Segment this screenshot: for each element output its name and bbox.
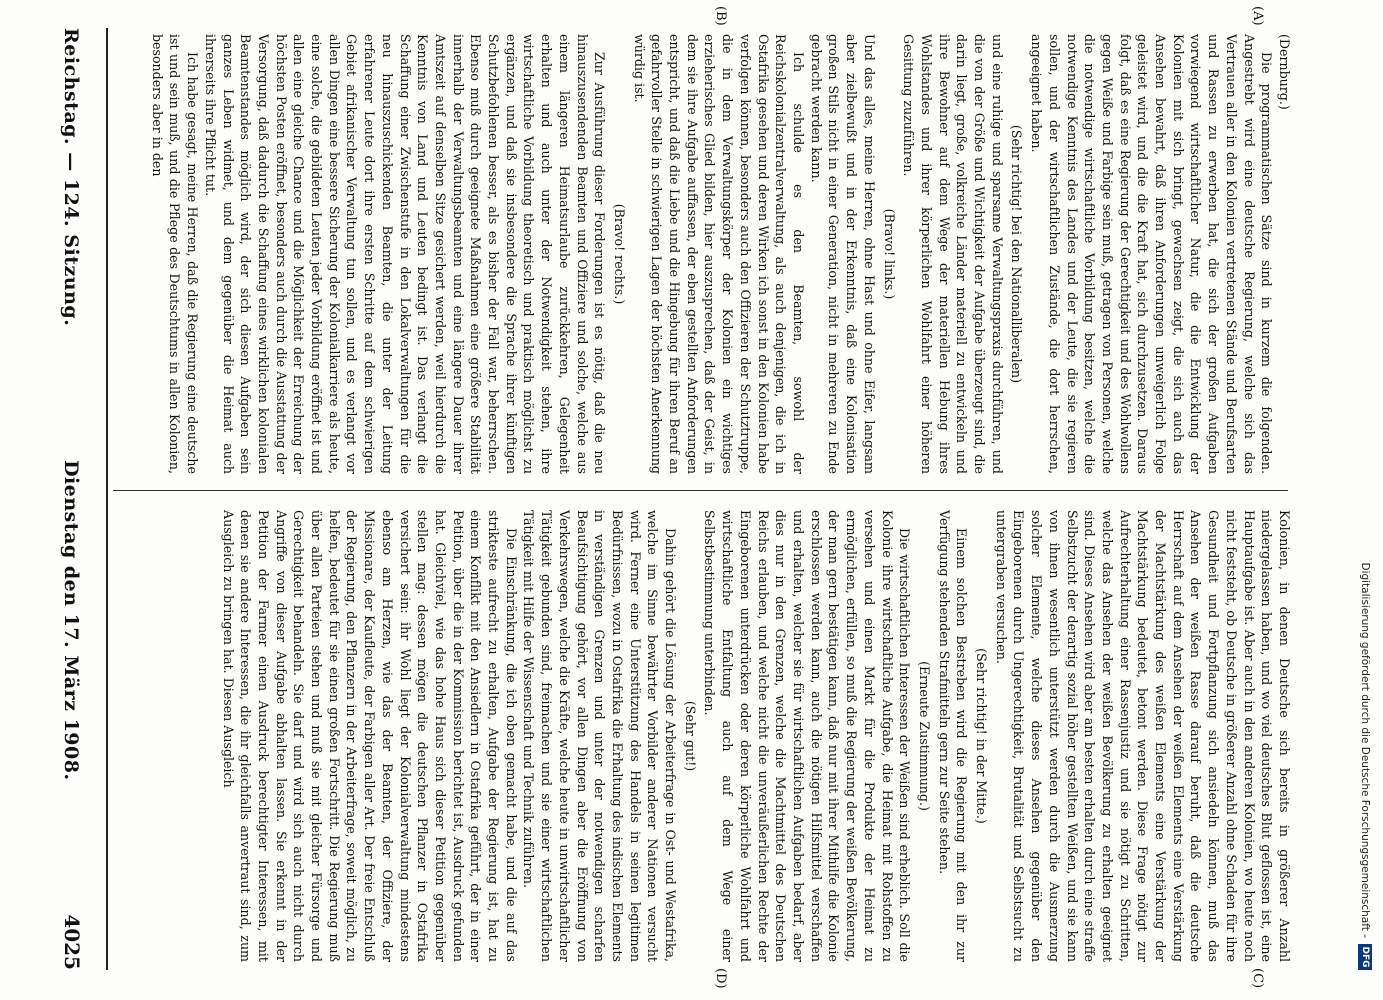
paragraph: Und das alles, meine Herren, ohne Hast und ohne Eifer, langsam aber zielbewußt und in der Erkenntnis, daß eine Kolonisation großen Stils nicht in einer Generation, nicht in mehreren zu Ende gebracht werden kann. <box>808 34 877 474</box>
column-divider <box>113 490 1288 491</box>
speaker-name: (Dernburg.) <box>1277 34 1292 110</box>
margin-marker-d: (D) <box>713 968 728 989</box>
paragraph: Zur Ausführung dieser Forderungen ist es nötig, daß die neu hinauszusendenden Beamten und Offiziere und solche, welche aus einem längeren Heimatsurlaube zurückkehren, Gelegenheit erhalten und auch unter der Notwendigkeit stehen, ihre wirtschaftliche Vorbildung theoretisch und praktisch möglichst zu ergänzen, und daß sie insbesondere die Sprache ihrer künftigen Schutzbefohlenen besser, als es bisher der Fall war, beherrschen. Ebenso muß durch geeignete Maßnahmen eine größere Stabilität innerhalb der Verwaltungsbeamten und eine längere Dauer ihrer Amtszeit auf denselben Sitze gesichert werden, weil hierdurch die Kenntnis von Land und Leuten bedingt ist. Das verlangt die Schaffung einer Zwischenstufe in den Lokalverwaltungen für die neu hinauszuschickenden Beamten, die unter der Leitung erfahrener Leute dort ihre ersten Schritte auf dem schwierigen Gebiet afrikanischer Verwaltung tun sollen, und es verlangt vor allen Dingen eine bessere Sicherung der Kolonialkarriere als heute, eine solche, die gebildeten Leuten jeder Vorbildung eröffnet ist und allen eine gleiche Chance und die Möglichkeit der Erreichung der höchsten Posten eröffnet, besonders auch durch die Ausstattung der Versorgung, daß dadurch die Schaffung eines wirklichen kolonialen Beamtenstandes möglich wird, der sich diesen Aufgaben sein ganzes Leben widmet, und dem gegenüber die Heimat auch ihrerseits ihre Pflicht tut. <box>202 34 608 474</box>
paragraph: Einem solchen Bestreben wird die Regierung mit den ihr zur Verfügung stehenden Strafmitteln gern zur Seite stehen. <box>936 510 970 962</box>
reaction: (Bravo! links.) <box>881 208 897 300</box>
paragraph: Kolonien, in denen Deutsche sich bereits in größerer Anzahl niedergelassen haben, und wo viel deutsches Blut geflossen ist, eine Hauptaufgabe ist. Aber auch in den anderen Kolonien, wo heute noch nicht feststeht, ob Deutsche in größerer Anzahl ohne Schaden für ihre Gesundheit und Fortpflanzung sich ansiedeln können, muß das Ansehen der weißen Rasse darauf beruht, daß die deutsche Herrschaft auf dem Ansehen der weißen Elements eine Verstärkung der Machtstärkung des weißen Elements eine Verstärkung der Machtstärkung bedeutet, betont werden. Diese Frage nötigt zur Aufrechterhaltung einer Rassenjustiz und sie nötigt zu Schritten, welche das Ansehen der weißen Bevölkerung zu erhalten geeignet sind. Dieses Ansehen wird aber am besten erhalten durch eine straffe Selbstzucht der derartig sozial höher gestellten Weißen, und sie kann von ihnen wesentlich unterstützt werden durch die Ausmerzung solcher Elemente, welche dieses Ansehen gegenüber den Eingeborenen durch Ungerechtigkeit, Brutalität und Selbstsucht zu untergraben versuchen. <box>993 510 1292 962</box>
credit-text: Digitalisierung gefördert durch die Deutsche Forschungsgemeinschaft - <box>1359 562 1371 938</box>
paragraph: Ich schulde es den Beamten, sowohl der Reichskolonialzentralverwaltung, als auch denjenigen, die ich in Ostafrika gesehen und deren Wirken ich sonst in den Kolonien habe verfolgen können, besonders auch den Offizieren der Schutztruppe, die in dem Verwaltungskörper der Kolonien ein wichtiges erzieherisches Glied bilden, hier auszusprechen, daß der Geist, in dem sie ihre Aufgabe auffassen, der eben gestellten Anforderungen entspricht, und daß die Liebe und die Hingebung für ihren Beruf an gefahrvoller Stelle in schwierigen Lagen der höchsten Anerkennung würdig ist. <box>631 34 807 474</box>
reaction: (Sehr richtig! bei den Nationalliberalen) <box>1009 124 1025 384</box>
paragraph: Die programmatischen Sätze sind in kurzem die folgenden. Angestrebt wird eine deutsche Regierung, welche sich das Vertrauen aller in den Kolonien vertretenen Stände und Berufsarten und Rassen zu erwerben hat, die sich der großen Aufgaben vorwiegend wirtschaftlicher Natur, die die Entwicklung der Kolonien mit sich bringt, gewachsen zeigt, die sich auch das Ansehen bewahrt, daß ihren Anforderungen unweigerlich Folge geleistet wird, und die die Kraft hat, sich durchzusetzen. Daraus folgt, daß es eine Regierung der Gerechtigkeit und des Wohlwollens gegen Weiße und Farbige sein muß, getragen von Personen, welche die notwendige wirtschaftliche Vorbildung besitzen, welche die notwendige Kenntnis des Landes und der Leute, die sie regieren sollen, und der wirtschaftlichen Zustände, die dort herrschen, angeeignet haben. <box>1029 34 1275 474</box>
reaction: (Sehr richtig! in der Mitte.) <box>974 648 990 824</box>
digitization-credit <box>1355 30 1375 970</box>
page-header <box>60 28 100 970</box>
paragraph: Die wirtschaftlichen Interessen der Weißen sind erheblich. Soll die Kolonie ihre wirtschaftliche Aufgabe, die Heimat mit Rohstoffen zu versehen und einen Markt für die Produkte der Heimat zu ermöglichen, erfüllen, so muß die Regierung der weißen Bevölkerung, der man gern bestätigen kann, daß nur mit ihrer Mithilfe die Kolonie erschlossen werden kann, auch die nötigen Hilfsmittel verschaffen und erhalten, welcher sie für wirtschaftlichen Aufgaben bedarf, aber dies nur in den Grenzen, welche die Machtmittel des Deutschen Reichs erlauben, und welche nicht die unveräußerlichen Rechte der Eingeborenen unterdrücken oder deren körperliche Wohlfahrt und wirtschaftliche Entfaltung auch auf dem Wege einer Selbstbestimmung unterbinden. <box>702 510 913 962</box>
reaction: (Sehr gut!) <box>682 700 698 772</box>
dfg-logo-icon: DFG <box>1358 944 1372 970</box>
margin-marker-c: (C) <box>1250 968 1265 989</box>
left-column <box>113 34 1293 474</box>
right-column <box>113 510 1293 962</box>
page-number: 4025 <box>60 914 84 970</box>
margin-marker-a: (A) <box>1250 6 1265 26</box>
reaction: (Erneute Zustimmung.) <box>916 661 932 811</box>
header-left: Reichstag. — 124. Sitzung. <box>60 28 82 327</box>
paragraph: Dahin gehört die Lösung der Arbeiterfrage in Ost- und Westafrika, welche im Sinne bewährter Vorbilder anderer Nationen versucht wird. Ferner eine Unterstützung des Handels in seinen legitimen Bedürfnissen, wozu in Ostafrika die Erhaltung des indischen Elements in verständigen Grenzen und unter der notwendigen scharfen Beaufsichtigung gehört, vor allen Dingen aber die Eröffnung von Verkehrswegen, welche die Kräfte, welche heute in unwirtschaftlicher Tätigkeit gebunden sind, freimachen und sie einer wirtschaftlichen Tätigkeit mit Hilfe der Wissenschaft und Technik zuführen. <box>521 510 679 962</box>
reaction: (Bravo! rechts.) <box>611 203 627 305</box>
paragraph: und eine ruhige und sparsame Verwaltungspraxis durchführen, und die von der Größe und Wichtigkeit der Aufgabe überzeugt sind, die darin liegt, große, volkreiche Länder materiell zu entwickeln und ihre Bewohner auf dem Wege der materiellen Hebung ihres Wohlstandes und ihrer körperlichen Wohlfahrt einer höheren Gesittung zuzuführen. <box>901 34 1005 474</box>
paragraph: Ich habe gesagt, meine Herren, daß die Regierung eine deutsche ist und sein muß, und die Pflege des Deutschtums in allen Kolonien, besonders aber in den <box>149 34 201 474</box>
header-rule <box>106 28 108 970</box>
header-date: Dienstag den 17. März 1908. <box>60 460 82 781</box>
paragraph: Die Einschränkung, die ich oben gemacht habe, und die auf das strikteste aufrecht zu erhalten, Aufgabe der Regierung ist, hat zu einem Konflikt mit den Ansiedlern in Ostafrika geführt, der in einer Petition, über die in der Kommission berichtet ist, Ausdruck gefunden hat. Gleichviel, wie das hohe Haus sich dieser Petition gegenüber stellen mag: dessen mögen die deutschen Pflanzer in Ostafrika versichert sein: ihr Wohl liegt der Kolonialverwaltung mindestens ebenso am Herzen, wie das der Beamten, der Offiziere, der Missionare, der Kaufleute, der Farbigen aller Art. Der freie Entschluß der Regierung, den Pflanzern in der Arbeiterfrage, soweit möglich, zu helfen, bedeutet für sie einen großen Fortschritt. Die Regierung muß über allen Parteien stehen und muß sie mit gleicher Fürsorge und Gerechtigkeit behandeln. Sie darf und wird sich auch nicht durch Angriffe von dieser Aufgabe abhalten lassen. Sie erkennt in der Petition der Farmer einen Ausdruck berechtigter Interessen, mit denen sie andere Interessen, die ihr gleichfalls anvertraut sind, zum Ausgleich zu bringen hat. Diesen Ausgleich <box>220 510 519 962</box>
margin-marker-b: (B) <box>713 6 728 26</box>
